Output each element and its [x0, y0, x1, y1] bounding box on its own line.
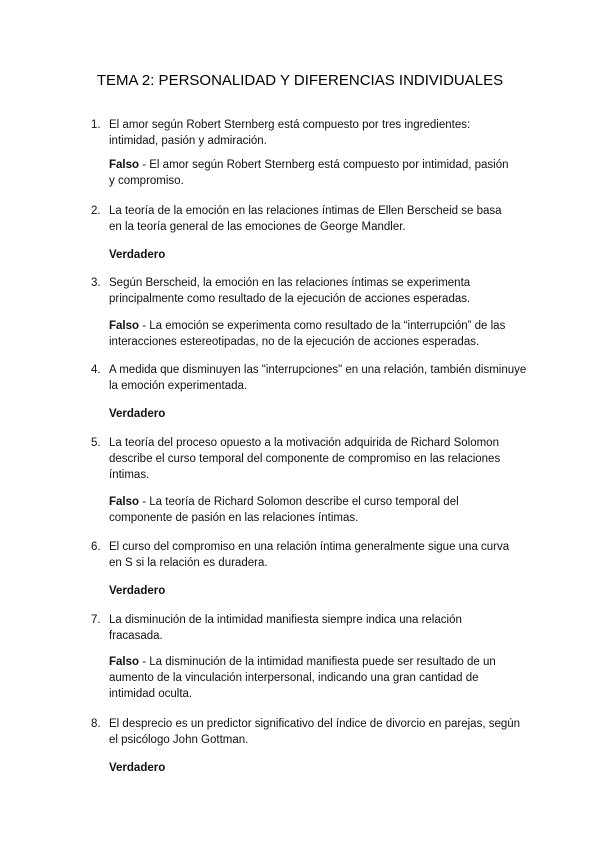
item-verdict: Verdadero — [109, 249, 166, 261]
item-verdict: Verdadero — [109, 762, 166, 774]
item-statement: La disminución de la intimidad manifiesta siempre indica una relación fracasada. — [109, 614, 462, 642]
item-answer — [109, 406, 529, 422]
item-statement: El curso del compromiso en una relación íntima generalmente sigue una curva en S si la relación es duradera. — [109, 541, 510, 569]
item-answer — [109, 583, 529, 599]
item-number: 4. — [91, 364, 101, 376]
item-number: 3. — [91, 277, 101, 289]
item-number: 6. — [91, 541, 101, 553]
item-answer — [109, 654, 521, 702]
item-statement: A medida que disminuyen las "interrupciones" en una relación, también disminuye la emoción experimentada. — [109, 364, 527, 392]
item-number: 8. — [91, 718, 101, 730]
item-explanation: - La disminución de la intimidad manifiesta puede ser resultado de un aumento de la vinculación interpersonal, indicando una gran cantidad de intimidad oculta. — [109, 656, 496, 700]
item-number: 1. — [91, 119, 101, 131]
item-statement: Según Berscheid, la emoción en las relaciones íntimas se experimenta principalmente como resultado de la ejecución de acciones esperadas. — [109, 277, 471, 305]
item-answer — [109, 760, 529, 776]
item-statement: El desprecio es un predictor significativo del índice de divorcio en parejas, según el psicólogo John Gottman. — [109, 718, 521, 746]
item-explanation: - La emoción se experimenta como resultado de la “interrupción” de las interacciones estereotipadas, no de la ejecución de acciones esperadas. — [109, 320, 506, 348]
item-verdict: Falso — [109, 320, 140, 332]
item-verdict: Verdadero — [109, 408, 166, 420]
item-answer — [109, 247, 529, 263]
document-title: TEMA 2: PERSONALIDAD Y DIFERENCIAS INDIVIDUALES — [96, 72, 504, 89]
item-number: 5. — [91, 437, 101, 449]
item-answer — [109, 318, 529, 350]
item-statement: La teoría del proceso opuesto a la motivación adquirida de Richard Solomon describe el curso temporal del componente de compromiso en las relaciones íntimas. — [109, 437, 501, 481]
item-verdict: Verdadero — [109, 585, 166, 597]
item-number: 2. — [91, 205, 101, 217]
item-verdict: Falso — [109, 496, 140, 508]
item-answer — [109, 157, 509, 189]
item-verdict: Falso — [109, 159, 140, 171]
item-explanation: - La teoría de Richard Solomon describe el curso temporal del componente de pasión en las relaciones íntimas. — [109, 496, 459, 524]
item-explanation: - El amor según Robert Sternberg está compuesto por intimidad, pasión y compromiso. — [109, 159, 509, 187]
item-verdict: Falso — [109, 656, 140, 668]
item-statement: El amor según Robert Sternberg está compuesto por tres ingredientes: intimidad, pasión y admiración. — [109, 119, 471, 147]
item-number: 7. — [91, 614, 101, 626]
item-answer — [109, 494, 509, 526]
item-statement: La teoría de la emoción en las relaciones íntimas de Ellen Berscheid se basa en la teoría general de las emociones de George Mandler. — [109, 205, 502, 233]
